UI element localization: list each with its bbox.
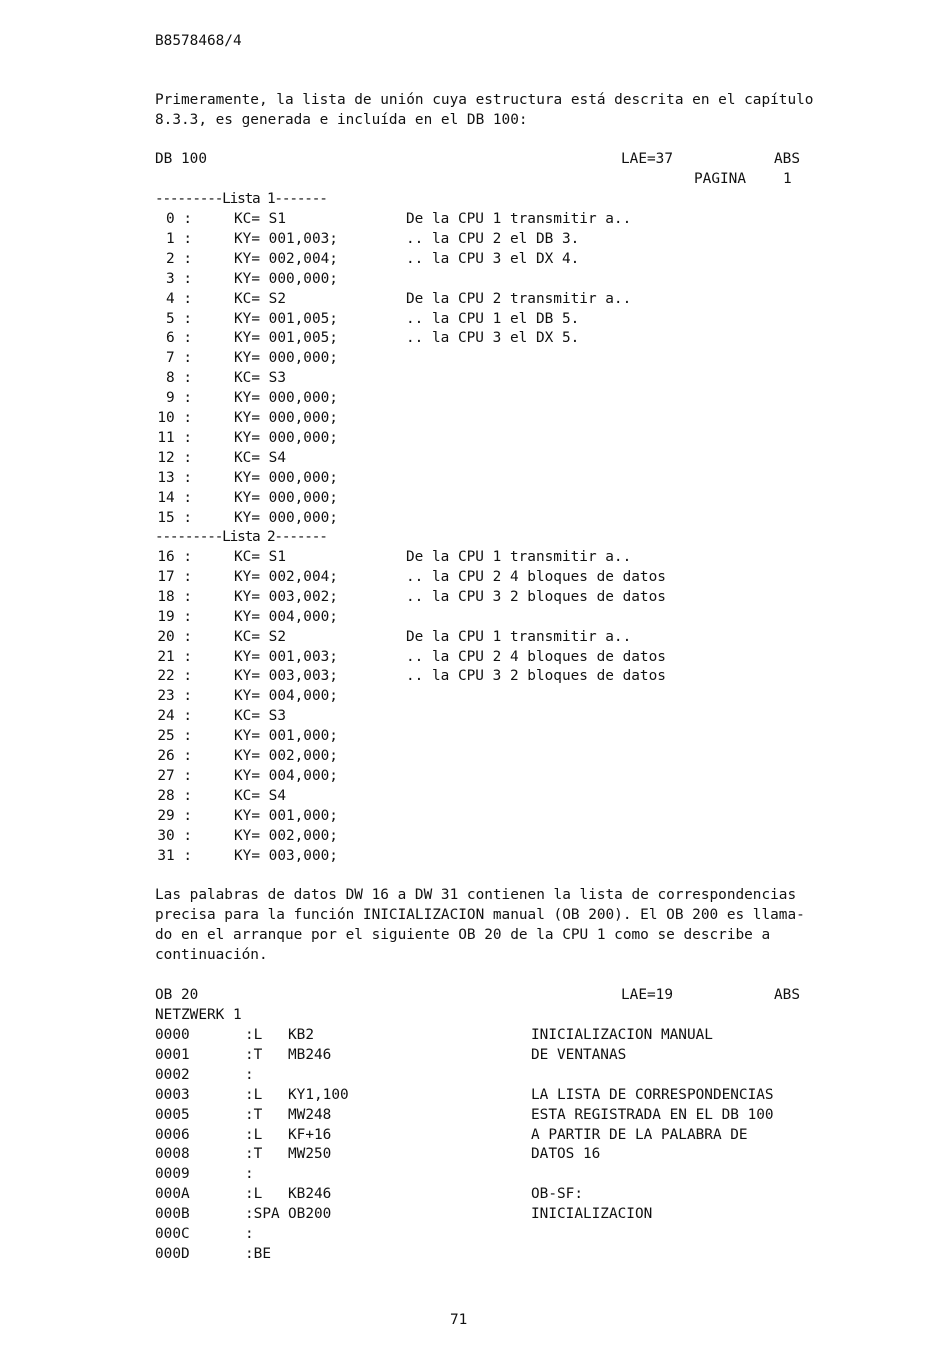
ob-row-address: 000B <box>155 1206 190 1223</box>
list-row-number: 7 : <box>166 350 192 367</box>
ob-row-operand: KB246 <box>288 1186 332 1203</box>
list-row-code: KC= S3 <box>234 370 286 387</box>
ob-row-operand: KY1,100 <box>288 1086 349 1103</box>
list-row-number: 16 : <box>157 549 192 565</box>
ob-row-operand: MB246 <box>288 1046 332 1063</box>
ob-row-address: 000C <box>155 1226 190 1242</box>
intro-line: Primeramente, la lista de unión cuya estructura está descrita en el capítulo <box>155 92 814 108</box>
list-row-number: 6 : <box>166 330 192 347</box>
middle-line: continuación. <box>155 947 268 963</box>
list-row-code: KY= 001,003; <box>234 230 338 247</box>
list-row-number: 13 : <box>157 469 192 486</box>
middle-line: do en el arranque por el siguiente OB 20 de la CPU 1 como se describe a <box>155 927 771 943</box>
list-row-number: 24 : <box>157 708 192 725</box>
list-row-code: KY= 000,000; <box>234 469 338 486</box>
list-row-comment: De la CPU 1 transmitir a.. <box>406 549 632 565</box>
ob-row-comment: OB-SF: <box>531 1186 583 1203</box>
ob-row-comment: INICIALIZACION <box>531 1206 653 1223</box>
ob-row-operand: MW250 <box>288 1146 332 1163</box>
list-row-number: 22 : <box>157 668 192 685</box>
list-row-code: KY= 000,000; <box>234 489 338 506</box>
list-row-number: 1 : <box>166 230 192 247</box>
list-row-number: 10 : <box>157 410 192 426</box>
list-row-comment: De la CPU 1 transmitir a.. <box>406 628 632 645</box>
ob-row-comment: INICIALIZACION MANUAL <box>531 1027 713 1043</box>
ob-row-operation: :T <box>245 1146 263 1163</box>
ob-row-operation: : <box>245 1066 254 1083</box>
list-row-comment: .. la CPU 3 el DX 5. <box>406 330 580 347</box>
list-row-comment: .. la CPU 2 el DB 3. <box>406 230 580 247</box>
ob-row-operation: :BE <box>245 1245 271 1262</box>
intro-paragraph <box>155 90 845 130</box>
list-row-code: KY= 004,000; <box>234 767 338 784</box>
list-row-code: KC= S1 <box>234 549 286 565</box>
lista-1-label: ---------Lista 1------- <box>155 191 327 207</box>
page-number: 71 <box>450 1312 468 1328</box>
ob-row-comment: ESTA REGISTRADA EN EL DB 100 <box>531 1106 774 1123</box>
db-lae: LAE=37 <box>621 151 673 167</box>
list-row-comment: .. la CPU 3 2 bloques de datos <box>406 668 666 685</box>
list-row-number: 2 : <box>166 250 192 267</box>
ob-row-operand: KB2 <box>288 1027 314 1043</box>
list-row-comment: .. la CPU 2 4 bloques de datos <box>406 648 666 665</box>
list-row-number: 20 : <box>157 628 192 645</box>
ob-row-operation: :L <box>245 1126 263 1143</box>
ob-row-operation: : <box>245 1166 254 1183</box>
list-row-code: KC= S2 <box>234 628 286 645</box>
list-row-number: 11 : <box>157 429 192 446</box>
ob-row-operation: :SPA <box>245 1206 280 1223</box>
list-row-code: KY= 004,000; <box>234 688 338 705</box>
list-row-code: KC= S3 <box>234 708 286 725</box>
list-row-code: KY= 003,002; <box>234 588 338 605</box>
ob-row-address: 0003 <box>155 1086 190 1103</box>
db-block-name: DB 100 <box>155 151 207 167</box>
ob-row-comment: A PARTIR DE LA PALABRA DE <box>531 1126 748 1143</box>
list-row-code: KY= 002,000; <box>234 827 338 844</box>
list-row-comment: .. la CPU 3 2 bloques de datos <box>406 588 666 605</box>
list-row-comment: .. la CPU 2 4 bloques de datos <box>406 568 666 585</box>
ob-row-address: 0000 <box>155 1027 190 1043</box>
list-row-number: 30 : <box>157 827 192 844</box>
list-row-number: 19 : <box>157 608 192 625</box>
ob-row-operation: :L <box>245 1186 263 1203</box>
middle-line: Las palabras de datos DW 16 a DW 31 contienen la lista de correspondencias <box>155 887 797 903</box>
list-row-code: KC= S1 <box>234 211 286 227</box>
db-abs: ABS <box>774 151 800 167</box>
list-row-comment: .. la CPU 1 el DB 5. <box>406 310 580 327</box>
list-row-number: 14 : <box>157 489 192 506</box>
list-row-comment: De la CPU 1 transmitir a.. <box>406 211 632 227</box>
list-row-code: KY= 001,000; <box>234 807 338 824</box>
ob-row-operand: OB200 <box>288 1206 332 1223</box>
netzwerk-label: NETZWERK 1 <box>155 1007 242 1023</box>
ob-row-address: 0001 <box>155 1046 190 1063</box>
ob-row-address: 0008 <box>155 1146 190 1163</box>
list-row-number: 15 : <box>157 509 192 526</box>
ob-abs: ABS <box>774 987 800 1003</box>
list-row-code: KY= 001,003; <box>234 648 338 665</box>
list-row-number: 4 : <box>166 290 192 307</box>
list-row-code: KY= 004,000; <box>234 608 338 625</box>
list-row-comment: De la CPU 2 transmitir a.. <box>406 290 632 307</box>
ob-row-operand: KF+16 <box>288 1126 332 1143</box>
list-row-number: 12 : <box>157 449 192 466</box>
list-row-code: KY= 000,000; <box>234 270 338 287</box>
list-row-code: KY= 000,000; <box>234 390 338 407</box>
list-row-code: KY= 003,000; <box>234 847 338 864</box>
list-row-code: KY= 001,005; <box>234 310 338 327</box>
list-row-number: 9 : <box>166 390 192 407</box>
ob-row-operation: :L <box>245 1086 263 1103</box>
ob-row-address: 0005 <box>155 1106 190 1123</box>
list-row-code: KC= S2 <box>234 290 286 307</box>
ob-block-name: OB 20 <box>155 987 199 1003</box>
list-row-number: 23 : <box>157 688 192 705</box>
list-row-code: KY= 000,000; <box>234 509 338 526</box>
ob-row-operation: :T <box>245 1046 263 1063</box>
list-row-number: 31 : <box>157 847 192 864</box>
list-row-number: 26 : <box>157 748 192 764</box>
ob-lae: LAE=19 <box>621 987 673 1003</box>
middle-line: precisa para la función INICIALIZACION manual (OB 200). El OB 200 es llama- <box>155 907 805 923</box>
list-row-code: KY= 001,005; <box>234 330 338 347</box>
list-row-code: KC= S4 <box>234 449 286 466</box>
list-row-number: 21 : <box>157 648 192 665</box>
list-row-code: KY= 000,000; <box>234 429 338 446</box>
ob-row-address: 000D <box>155 1245 190 1262</box>
list-row-code: KY= 003,003; <box>234 668 338 685</box>
ob-row-operand: MW248 <box>288 1106 332 1123</box>
intro-line: 8.3.3, es generada e incluída en el DB 100: <box>155 112 528 128</box>
list-row-number: 29 : <box>157 807 192 824</box>
document-reference: B8578468/4 <box>155 33 242 49</box>
list-row-code: KY= 002,004; <box>234 568 338 585</box>
list-row-number: 3 : <box>166 270 192 287</box>
list-row-number: 18 : <box>157 588 192 605</box>
list-row-code: KY= 000,000; <box>234 350 338 367</box>
list-row-number: 5 : <box>166 310 192 327</box>
list-row-code: KC= S4 <box>234 787 286 804</box>
ob-row-address: 0006 <box>155 1126 190 1143</box>
ob-row-comment: DE VENTANAS <box>531 1046 627 1063</box>
list-row-number: 0 : <box>166 211 192 227</box>
list-row-code: KY= 000,000; <box>234 410 338 426</box>
ob-row-address: 0009 <box>155 1166 190 1183</box>
ob-row-operation: : <box>245 1226 254 1242</box>
ob-row-comment: LA LISTA DE CORRESPONDENCIAS <box>531 1086 774 1103</box>
ob-row-operation: :L <box>245 1027 263 1043</box>
list-row-number: 28 : <box>157 787 192 804</box>
list-row-number: 25 : <box>157 728 192 745</box>
list-row-number: 17 : <box>157 568 192 585</box>
list-row-comment: .. la CPU 3 el DX 4. <box>406 250 580 267</box>
list-row-code: KY= 002,004; <box>234 250 338 267</box>
ob-row-address: 000A <box>155 1186 190 1203</box>
pagina-number: 1 <box>783 171 792 187</box>
ob-row-comment: DATOS 16 <box>531 1146 601 1163</box>
ob-row-operation: :T <box>245 1106 263 1123</box>
list-row-number: 8 : <box>166 370 192 387</box>
pagina-label: PAGINA <box>694 171 746 187</box>
lista-2-label: ---------Lista 2------- <box>155 529 327 545</box>
list-row-code: KY= 002,000; <box>234 748 338 764</box>
middle-paragraph <box>155 885 845 965</box>
list-row-code: KY= 001,000; <box>234 728 338 745</box>
list-row-number: 27 : <box>157 767 192 784</box>
ob-row-address: 0002 <box>155 1066 190 1083</box>
